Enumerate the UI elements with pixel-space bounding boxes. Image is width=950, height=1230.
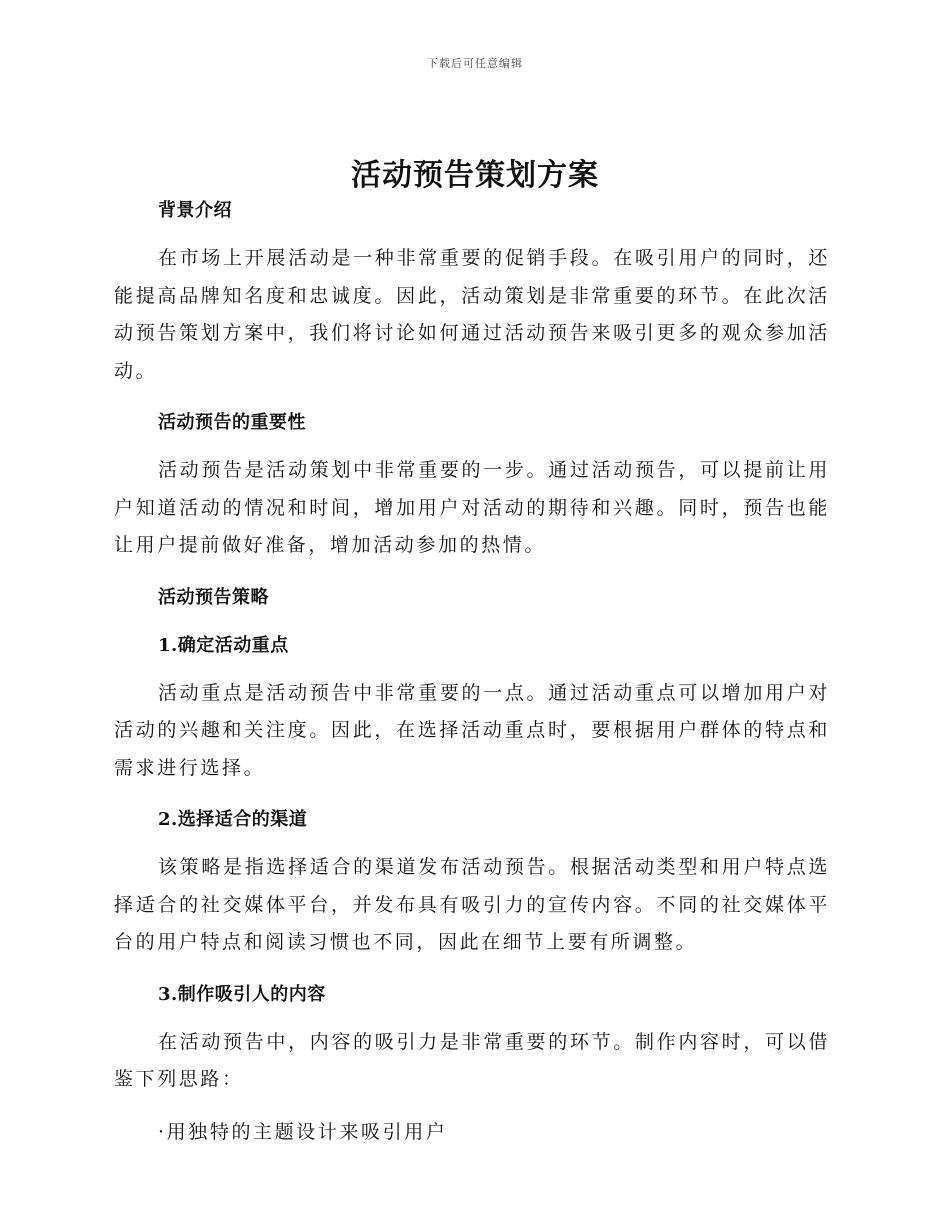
document-body [114,196,830,1147]
section-heading-strategy: 活动预告策略 [158,586,269,608]
section-paragraph-background: 在市场上开展活动是一种非常重要的促销手段。在吸引用户的同时，还能提高品牌知名度和忠诚度。因此，活动策划是非常重要的环节。在此次活动预告策划方案中，我们将讨论如何通过活动预告来吸引更多的观众参加活动。 [114,247,830,382]
section-paragraph-focus: 活动重点是活动预告中非常重要的一点。通过活动重点可以增加用户对活动的兴趣和关注度。因此，在选择活动重点时，要根据用户群体的特点和需求进行选择。 [114,681,830,779]
section-heading-background: 背景介绍 [158,200,232,221]
page-header-note: 下载后可任意编辑 [427,57,523,70]
section-heading-focus: 1.确定活动重点 [158,634,289,656]
section-paragraph-channel: 该策略是指选择适合的渠道发布活动预告。根据活动类型和用户特点选择适合的社交媒体平台，并发布具有吸引力的宣传内容。不同的社交媒体平台的用户特点和阅读习惯也不同，因此在细节上要有所调整。 [114,856,830,953]
section-heading-importance: 活动预告的重要性 [158,412,306,433]
section-heading-channel: 2.选择适合的渠道 [158,809,308,830]
section-paragraph-content: 在活动预告中，内容的吸引力是非常重要的环节。制作内容时，可以借鉴下列思路： [114,1030,830,1090]
page-title: 活动预告策划方案 [351,158,599,193]
section-heading-content: 3.制作吸引人的内容 [158,983,326,1005]
section-paragraph-importance: 活动预告是活动策划中非常重要的一步。通过活动预告，可以提前让用户知道活动的情况和时间，增加用户对活动的期待和兴趣。同时，预告也能让用户提前做好准备，增加活动参加的热情。 [114,459,830,556]
bullet-list-item: ·用独特的主题设计来吸引用户 [158,1120,448,1143]
